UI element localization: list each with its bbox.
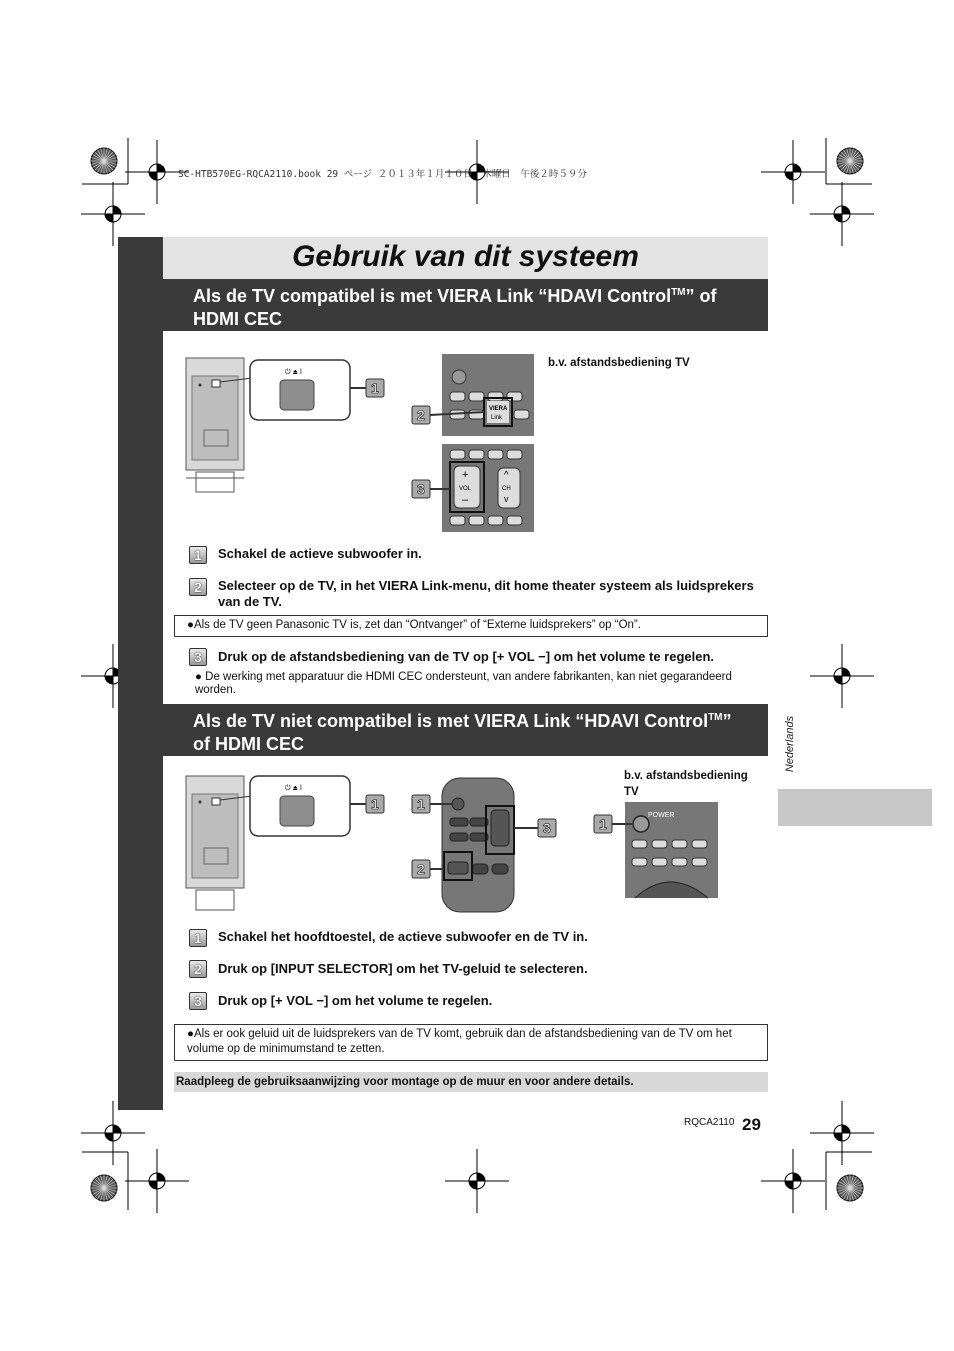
section2-step2-badge: 2 [189,960,207,978]
page-title: Gebruik van dit systeem [292,240,639,273]
section2-step2-text: Druk op [INPUT SELECTOR] om het TV-geluid te selecteren. [218,961,588,976]
section1-heading-b: ” of HDMI CEC [193,286,717,329]
starburst-mark [837,1175,863,1201]
section1-step3-badge: 3 [189,648,207,666]
section1-remote-caption: b.v. afstandsbediening TV [548,357,690,369]
svg-text:^: ^ [504,470,509,481]
callout-1c: 1 [417,796,425,812]
section1-step1-badge: 1 [189,546,207,564]
section1-figure [180,350,720,535]
crosshair-mark [810,1101,874,1165]
system-remote [442,778,514,912]
crosshair-mark [125,1149,189,1213]
side-language: Nederlands [784,715,796,773]
tv-remote-bottom [442,444,534,532]
minus-label: – [462,494,469,506]
section1-subnote: ● De werking met apparatuur die HDMI CEC ondersteunt, van andere fabrikanten, kan niet gegarandeerd worden. [195,671,732,696]
ch-label: CH [502,486,511,492]
crosshair-mark [761,1149,825,1213]
section2-step3-text: Druk op [+ VOL −] om het volume te regelen. [218,993,493,1008]
section2-heading-a: Als de TV niet compatibel is met VIERA Link “HDAVI Control [193,711,709,731]
section1-note: ●Als de TV geen Panasonic TV is, zet dan “Ontvanger” of “Externe luidsprekers” op “On”. [174,615,768,637]
starburst-mark [837,148,863,174]
callout-1b: 1 [371,796,379,812]
page-number: 29 [742,1115,761,1134]
section2-heading-tm: TM [708,712,723,723]
section1-step2-text: Selecteer op de TV, in het VIERA Link-menu, dit home theater systeem als luidsprekers van de TV. [218,578,754,609]
section2-note: ●Als er ook geluid uit de luidsprekers van de TV komt, gebruik dan de afstandsbediening van de TV om het volume op de minimumstand te zetten. [174,1024,768,1061]
print-header: SC-HTB570EG-RQCA2110.book 29 ページ ２０１３年１月１０日 木曜日 午後２時５９分 [178,169,587,180]
power-label: POWER [648,812,675,819]
section1-step3-text: Druk op de afstandsbediening van de TV op [+ VOL −] om het volume te regelen. [218,649,715,664]
callout-2b: 2 [417,861,425,877]
crosshair-mark [761,140,825,204]
page-code: RQCA2110 [684,1117,735,1128]
section1-heading [163,279,768,331]
svg-text:⏻ ⏏ ǀ: ⏻ ⏏ ǀ [285,785,302,792]
callout-1: 1 [371,380,379,396]
crosshair-mark [810,182,874,246]
section2-heading [163,704,768,756]
callout-3: 3 [417,481,425,497]
side-tab [778,789,932,826]
section1-heading-tm: TM [671,287,686,298]
svg-text:v: v [504,494,509,504]
viera-label: VIERA [489,406,508,412]
crosshair-mark [445,1149,509,1213]
callout-2: 2 [417,407,425,423]
section2-heading-b: ” of HDMI CEC [193,711,732,754]
subwoofer-illustration [186,358,244,492]
starburst-mark [91,148,117,174]
plus-label: + [462,469,469,481]
link-label: Link [491,415,503,421]
footer-note: Raadpleeg de gebruiksaanwijzing voor montage op de muur en voor andere details. [174,1072,768,1092]
section1-heading-a: Als de TV compatibel is met VIERA Link “HDAVI Control [193,286,672,306]
svg-text:⏻ ⏏ ǀ: ⏻ ⏏ ǀ [285,369,302,376]
callout-3b: 3 [543,820,551,836]
subwoofer-illustration-2 [186,776,244,910]
tv-remote-power [594,802,718,898]
title-box [163,237,768,279]
vol-label: VOL [459,486,472,492]
section2-remote-caption: b.v. afstandsbediening TV [624,770,748,798]
section2-step1-badge: 1 [189,929,207,947]
crosshair-mark [810,644,874,708]
section1-step1-text: Schakel de actieve subwoofer in. [218,546,422,561]
starburst-mark [91,1175,117,1201]
tv-remote-top [442,354,534,436]
left-bar [118,237,163,1110]
section2-step3-badge: 3 [189,992,207,1010]
section2-step1-text: Schakel het hoofdtoestel, de actieve subwoofer en de TV in. [218,929,588,944]
crosshair-mark [81,1101,145,1165]
callout-1d: 1 [599,816,607,832]
section1-step2-badge: 2 [189,578,207,596]
